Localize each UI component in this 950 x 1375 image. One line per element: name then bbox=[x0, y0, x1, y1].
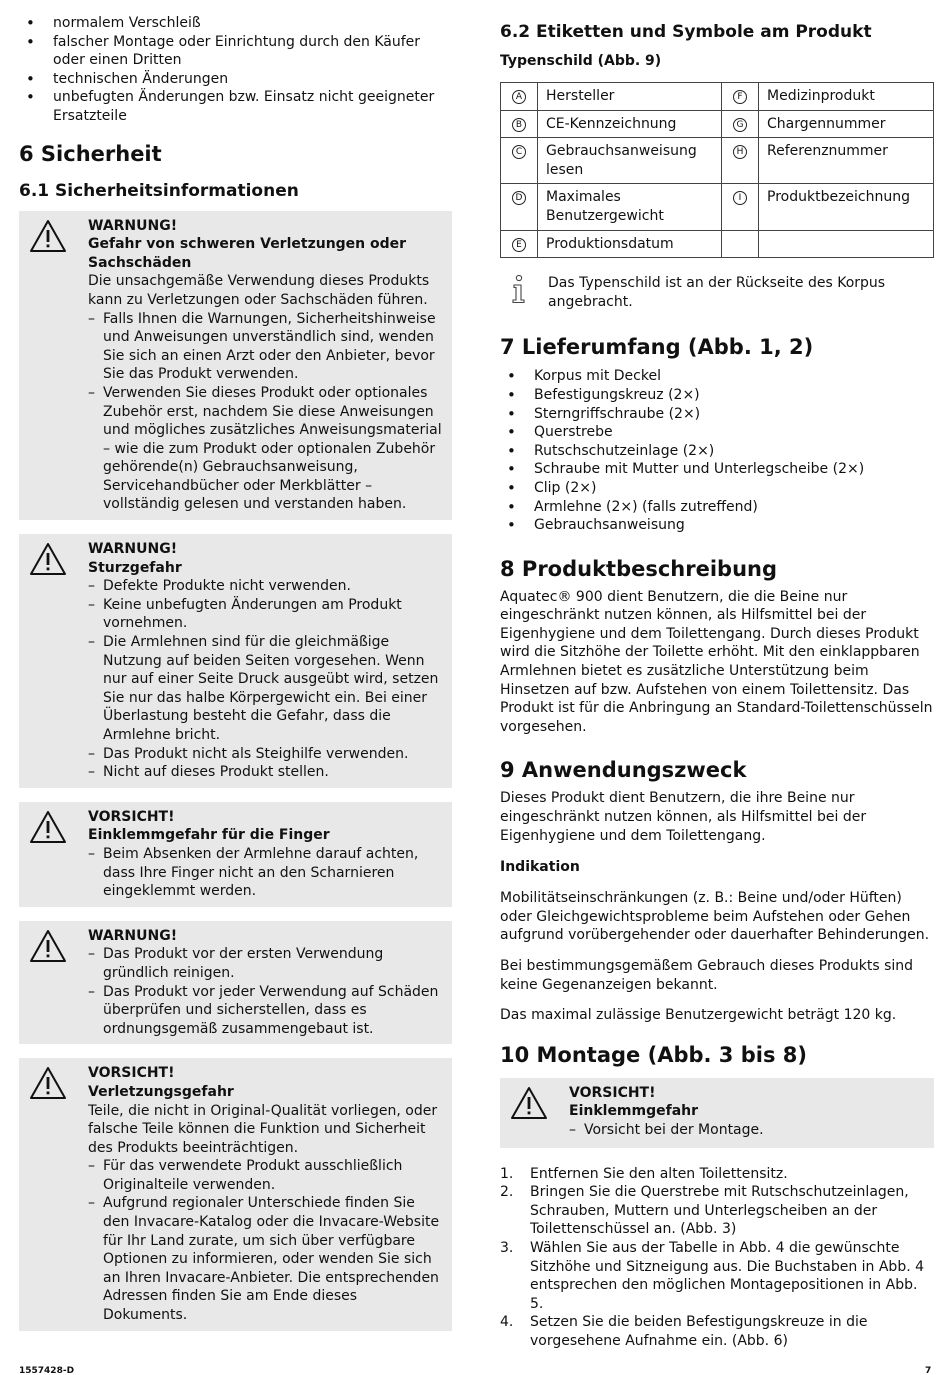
warning-box bbox=[19, 1058, 452, 1330]
table-row bbox=[501, 230, 934, 258]
step-text: Setzen Sie die beiden Befestigungskreuze in die vorgesehene Aufnahme ein. (Abb. 6) bbox=[530, 1314, 868, 1349]
document-number: 1557428-D bbox=[19, 1366, 75, 1375]
circled-letter: G bbox=[733, 118, 747, 132]
hazard-title: Einklemmgefahr für die Finger bbox=[88, 827, 330, 844]
list-item: • Armlehne (2×) (falls zutreffend) bbox=[500, 498, 934, 517]
intended-use-text: Dieses Produkt dient Benutzern, die ihre Beine nur eingeschränkt nutzen können, als Hilfsmittel bei der Eigenhygiene und dem Toilettengang. bbox=[500, 790, 867, 844]
right-column bbox=[500, 14, 934, 1351]
warning-item: – Das Produkt vor jeder Verwendung auf Schäden überprüfen und sicherstellen, dass es ordnungsgemäß zusammengebaut ist. bbox=[88, 983, 444, 1039]
warning-text: Die unsachgemäße Verwendung dieses Produkts kann zu Verletzungen oder Sachschäden führen. bbox=[88, 273, 430, 308]
signal-word: VORSICHT! bbox=[569, 1084, 656, 1101]
table-row bbox=[501, 110, 934, 138]
signal-word: VORSICHT! bbox=[88, 1065, 175, 1082]
key-cell bbox=[501, 110, 538, 138]
table-row bbox=[501, 83, 934, 111]
section-10-heading: 10 Montage (Abb. 3 bis 8) bbox=[500, 1042, 807, 1067]
list-item: • Rutschschutzeinlage (2×) bbox=[500, 442, 934, 461]
list-item bbox=[500, 1165, 934, 1184]
warning-triangle-icon bbox=[29, 1066, 67, 1100]
signal-word: WARNUNG! bbox=[88, 217, 178, 234]
list-item bbox=[500, 1239, 934, 1313]
warning-item: – Für das verwendete Produkt ausschließlich Originalteile verwenden. bbox=[88, 1157, 444, 1194]
hazard-title: Einklemmgefahr bbox=[569, 1103, 699, 1120]
list-item: • Querstrebe bbox=[500, 423, 934, 442]
warning-box bbox=[19, 534, 452, 788]
value-cell: CE-Kennzeichnung bbox=[538, 110, 722, 138]
list-item: • Sterngriffschraube (2×) bbox=[500, 405, 934, 424]
info-note bbox=[500, 274, 934, 311]
value-cell: Maximales Benutzergewicht bbox=[538, 184, 722, 230]
step-number: 3. bbox=[500, 1239, 514, 1256]
warranty-exclusion-list bbox=[19, 14, 452, 126]
key-cell bbox=[501, 83, 538, 111]
warning-triangle-icon bbox=[29, 929, 67, 963]
hazard-title: Verletzungsgefahr bbox=[88, 1083, 234, 1100]
contraindication-text: Bei bestimmungsgemäßem Gebrauch dieses Produkts sind keine Gegenanzeigen bekannt. bbox=[500, 958, 914, 993]
signal-word: WARNUNG! bbox=[88, 927, 178, 944]
warning-triangle-icon bbox=[29, 219, 67, 253]
value-cell: Produktbezeichnung bbox=[759, 184, 934, 230]
key-cell bbox=[722, 184, 759, 230]
warning-triangle-icon bbox=[29, 542, 67, 576]
list-item: • Clip (2×) bbox=[500, 479, 934, 498]
warning-box bbox=[19, 802, 452, 907]
key-cell bbox=[722, 230, 759, 258]
step-number: 1. bbox=[500, 1165, 514, 1182]
scope-of-delivery-list bbox=[500, 367, 934, 534]
list-item: • Schraube mit Mutter und Unterlegscheibe (2×) bbox=[500, 460, 934, 479]
circled-letter: I bbox=[733, 191, 747, 205]
warning-box bbox=[19, 211, 452, 521]
max-weight-text: Das maximal zulässige Benutzergewicht beträgt 120 kg. bbox=[500, 1007, 897, 1024]
warning-item: – Falls Ihnen die Warnungen, Sicherheitshinweise und Anweisungen unverständlich sind, wenden Sie sich an einen Arzt oder den Anbieter, bevor Sie das Produkt verwenden. bbox=[88, 310, 444, 384]
warning-item: – Keine unbefugten Änderungen am Produkt vornehmen. bbox=[88, 596, 444, 633]
value-cell: Chargennummer bbox=[759, 110, 934, 138]
section-6-heading: 6 Sicherheit bbox=[19, 141, 162, 166]
value-cell: Medizinprodukt bbox=[759, 83, 934, 111]
signal-word: WARNUNG! bbox=[88, 541, 178, 558]
key-cell bbox=[722, 138, 759, 184]
circled-letter: B bbox=[512, 118, 526, 132]
section-7-heading: 7 Lieferumfang (Abb. 1, 2) bbox=[500, 335, 814, 360]
type-plate-table bbox=[500, 82, 934, 258]
warning-item: – Verwenden Sie dieses Produkt oder optionales Zubehör erst, nachdem Sie diese Anweisungen und mögliches zusätzliches Anweisungsmaterial – wie die zum Produkt oder optionalen Zubehör gehörende(n) Gebrauchsanweisung, Servicehandbücher oder Merkblätter – vollständig gelesen und verstanden haben. bbox=[88, 384, 444, 514]
section-8-heading: 8 Produktbeschreibung bbox=[500, 556, 778, 581]
warning-item: – Beim Absenken der Armlehne darauf achten, dass Ihre Finger nicht an den Scharnieren eingeklemmt werden. bbox=[88, 845, 444, 901]
key-cell bbox=[501, 138, 538, 184]
list-item: • Befestigungskreuz (2×) bbox=[500, 386, 934, 405]
value-cell bbox=[759, 230, 934, 258]
warning-item: – Aufgrund regionaler Unterschiede finden Sie den Invacare-Katalog oder die Invacare-Website für Ihr Land zurate, um sich über verfügbare Optionen zu informieren, oder wenden Sie sich an Ihren Invacare-Anbieter. Die entsprechenden Adressen finden Sie am Ende dieses Dokuments. bbox=[88, 1194, 444, 1324]
value-cell: Produktionsdatum bbox=[538, 230, 722, 258]
warning-text: Teile, die nicht in Original-Qualität vorliegen, oder falsche Teile können die Funktion und Sicherheit des Produkts beeinträchtigen. bbox=[88, 1102, 438, 1156]
warning-item: – Die Armlehnen sind für die gleichmäßige Nutzung auf beiden Seiten vorgesehen. Wenn nur auf einer Seite Druck ausgeübt wird, setzen Sie nur das halbe Körpergewicht ein. Bei einer Überlastung besteht die Gefahr, dass die Armlehne bricht. bbox=[88, 633, 444, 745]
value-cell: Referenznummer bbox=[759, 138, 934, 184]
table-row bbox=[501, 184, 934, 230]
warning-item: – Vorsicht bei der Montage. bbox=[569, 1121, 926, 1140]
info-icon bbox=[510, 274, 526, 304]
warning-triangle-icon bbox=[510, 1086, 548, 1120]
circled-letter: F bbox=[733, 90, 747, 104]
list-item: • falscher Montage oder Einrichtung durch den Käufer oder einen Dritten bbox=[19, 33, 452, 70]
value-cell: Gebrauchsanweisung lesen bbox=[538, 138, 722, 184]
left-column bbox=[19, 14, 452, 1331]
section-6-1-heading: 6.1 Sicherheitsinformationen bbox=[19, 180, 299, 201]
key-cell bbox=[722, 110, 759, 138]
step-text: Wählen Sie aus der Tabelle in Abb. 4 die gewünschte Sitzhöhe und Sitzneigung aus. Die Buchstaben in Abb. 4 entsprechen den möglichen Montagepositionen in Abb. 5. bbox=[530, 1239, 925, 1312]
key-cell bbox=[501, 230, 538, 258]
info-text: Das Typenschild ist an der Rückseite des Korpus angebracht. bbox=[548, 275, 886, 310]
warning-item: – Nicht auf dieses Produkt stellen. bbox=[88, 763, 444, 782]
circled-letter: E bbox=[512, 238, 526, 252]
circled-letter: A bbox=[512, 90, 526, 104]
hazard-title: Gefahr von schweren Verletzungen oder Sachschäden bbox=[88, 236, 407, 271]
list-item: • Korpus mit Deckel bbox=[500, 367, 934, 386]
circled-letter: H bbox=[733, 145, 747, 159]
step-text: Bringen Sie die Querstrebe mit Rutschschutzeinlagen, Schrauben, Muttern und Unterlegscheiben an der Toilettenschüssel an. (Abb. 3) bbox=[530, 1184, 909, 1238]
list-item: • normalem Verschleiß bbox=[19, 14, 452, 33]
product-description-text: Aquatec® 900 dient Benutzern, die die Beine nur eingeschränkt nutzen können, als Hilfsmittel bei der Eigenhygiene und dem Toilettengang. Durch dieses Produkt wird die Sitzhöhe der Toilette erhöht. Mit den einklappbaren Armlehnen bietet es zusätzliche Unterstützung beim Hinsetzen auf bzw. Aufstehen von einem Toilettensitz. Das Produkt ist für die Anbringung an Standard-Toilettenschüsseln vorgesehen. bbox=[500, 588, 933, 735]
list-item: • Gebrauchsanweisung bbox=[500, 516, 934, 535]
page-number: 7 bbox=[925, 1366, 932, 1375]
warning-item: – Das Produkt vor der ersten Verwendung gründlich reinigen. bbox=[88, 945, 444, 982]
step-text: Entfernen Sie den alten Toilettensitz. bbox=[530, 1165, 788, 1182]
table-row bbox=[501, 138, 934, 184]
indication-heading: Indikation bbox=[500, 859, 580, 876]
list-item bbox=[500, 1313, 934, 1350]
section-6-2-heading: 6.2 Etiketten und Symbole am Produkt bbox=[500, 22, 872, 42]
key-cell bbox=[722, 83, 759, 111]
hazard-title: Sturzgefahr bbox=[88, 559, 182, 576]
warning-item: – Das Produkt nicht als Steighilfe verwenden. bbox=[88, 745, 444, 764]
type-plate-subheading: Typenschild (Abb. 9) bbox=[500, 53, 662, 69]
list-item bbox=[500, 1183, 934, 1239]
value-cell: Hersteller bbox=[538, 83, 722, 111]
circled-letter: C bbox=[512, 145, 526, 159]
signal-word: VORSICHT! bbox=[88, 808, 175, 825]
assembly-steps bbox=[500, 1165, 934, 1351]
key-cell bbox=[501, 184, 538, 230]
indication-text: Mobilitätseinschränkungen (z. B.: Beine und/oder Hüften) oder Gleichgewichtsprobleme beim Aufstehen oder Gehen aufgrund vorübergehender oder dauerhafter Behinderungen. bbox=[500, 890, 930, 944]
warning-box bbox=[500, 1078, 934, 1148]
warning-triangle-icon bbox=[29, 810, 67, 844]
step-number: 4. bbox=[500, 1314, 514, 1331]
list-item: • unbefugten Änderungen bzw. Einsatz nicht geeigneter Ersatzteile bbox=[19, 88, 452, 125]
step-number: 2. bbox=[500, 1184, 514, 1201]
list-item: • technischen Änderungen bbox=[19, 70, 452, 89]
warning-item: – Defekte Produkte nicht verwenden. bbox=[88, 577, 444, 596]
section-9-heading: 9 Anwendungszweck bbox=[500, 758, 747, 783]
warning-box bbox=[19, 921, 452, 1045]
circled-letter: D bbox=[512, 191, 526, 205]
